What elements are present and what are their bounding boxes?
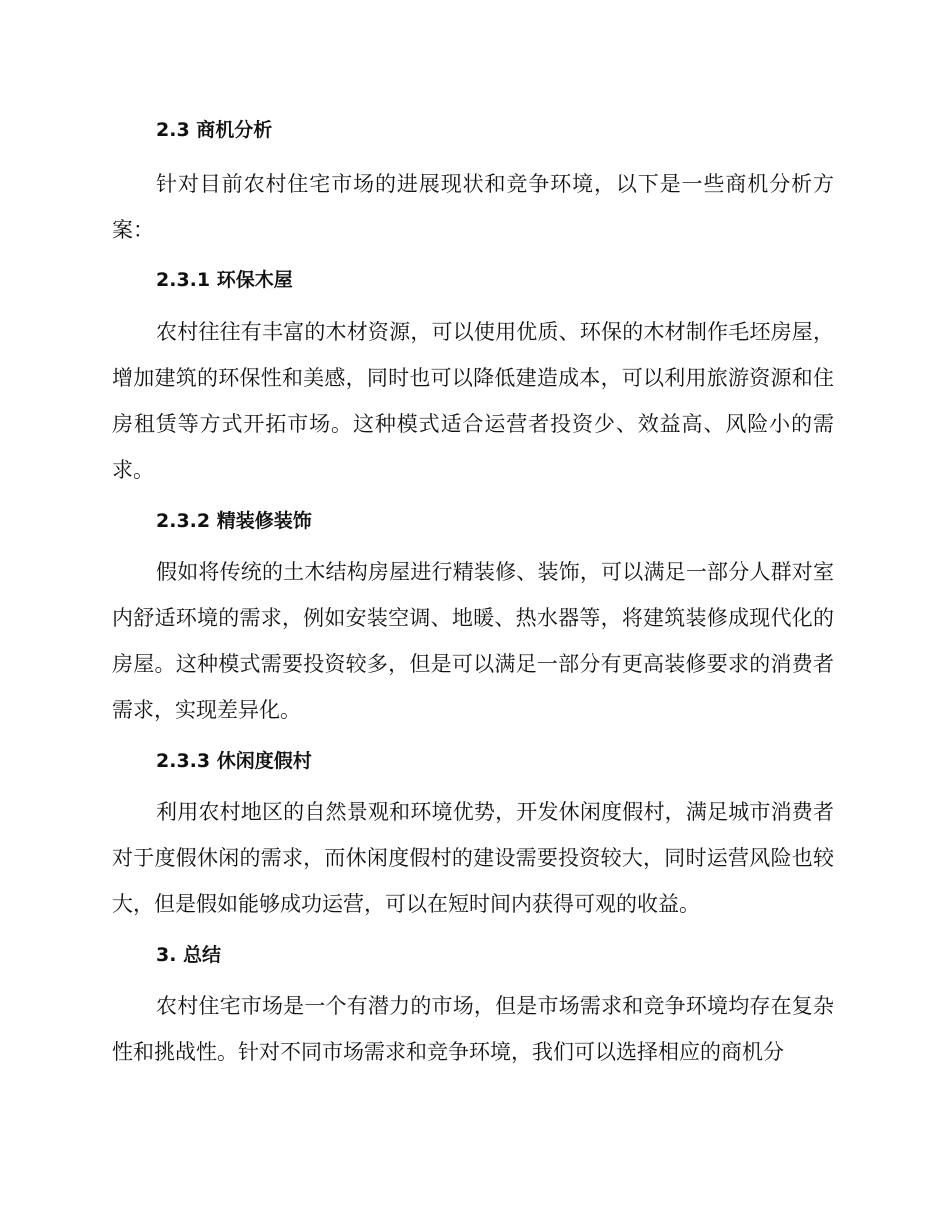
section-paragraph-business-analysis: 针对目前农村住宅市场的进展现状和竞争环境，以下是一些商机分析方案： xyxy=(112,172,834,242)
document-page xyxy=(112,108,834,1075)
section-heading-eco-wooden-house: 2.3.1 环保木屋 xyxy=(156,269,293,291)
section-paragraph-summary: 农村住宅市场是一个有潜力的市场，但是市场需求和竞争环境均存在复杂性和挑战性。针对不同市场需求和竞争环境，我们可以选择相应的商机分 xyxy=(112,994,834,1064)
section-heading-fine-decoration: 2.3.2 精装修装饰 xyxy=(156,510,312,532)
section-paragraph-leisure-resort: 利用农村地区的自然景观和环境优势，开发休闲度假村，满足城市消费者对于度假休闲的需求，而休闲度假村的建设需要投资较大，同时运营风险也较大，但是假如能够成功运营，可以在短时间内获得可观的收益。 xyxy=(112,800,834,916)
section-heading-leisure-resort: 2.3.3 休闲度假村 xyxy=(156,750,312,772)
section-heading-business-analysis: 2.3 商机分析 xyxy=(156,119,273,141)
section-heading-summary: 3. 总结 xyxy=(156,944,222,966)
section-paragraph-eco-wooden-house: 农村往往有丰富的木材资源，可以使用优质、环保的木材制作毛坯房屋，增加建筑的环保性和美感，同时也可以降低建造成本，可以利用旅游资源和住房租赁等方式开拓市场。这种模式适合运营者投资少、效益高、风险小的需求。 xyxy=(112,320,834,482)
section-paragraph-fine-decoration: 假如将传统的土木结构房屋进行精装修、装饰，可以满足一部分人群对室内舒适环境的需求，例如安装空调、地暖、热水器等，将建筑装修成现代化的房屋。这种模式需要投资较多，但是可以满足一部分有更高装修要求的消费者需求，实现差异化。 xyxy=(112,560,834,722)
